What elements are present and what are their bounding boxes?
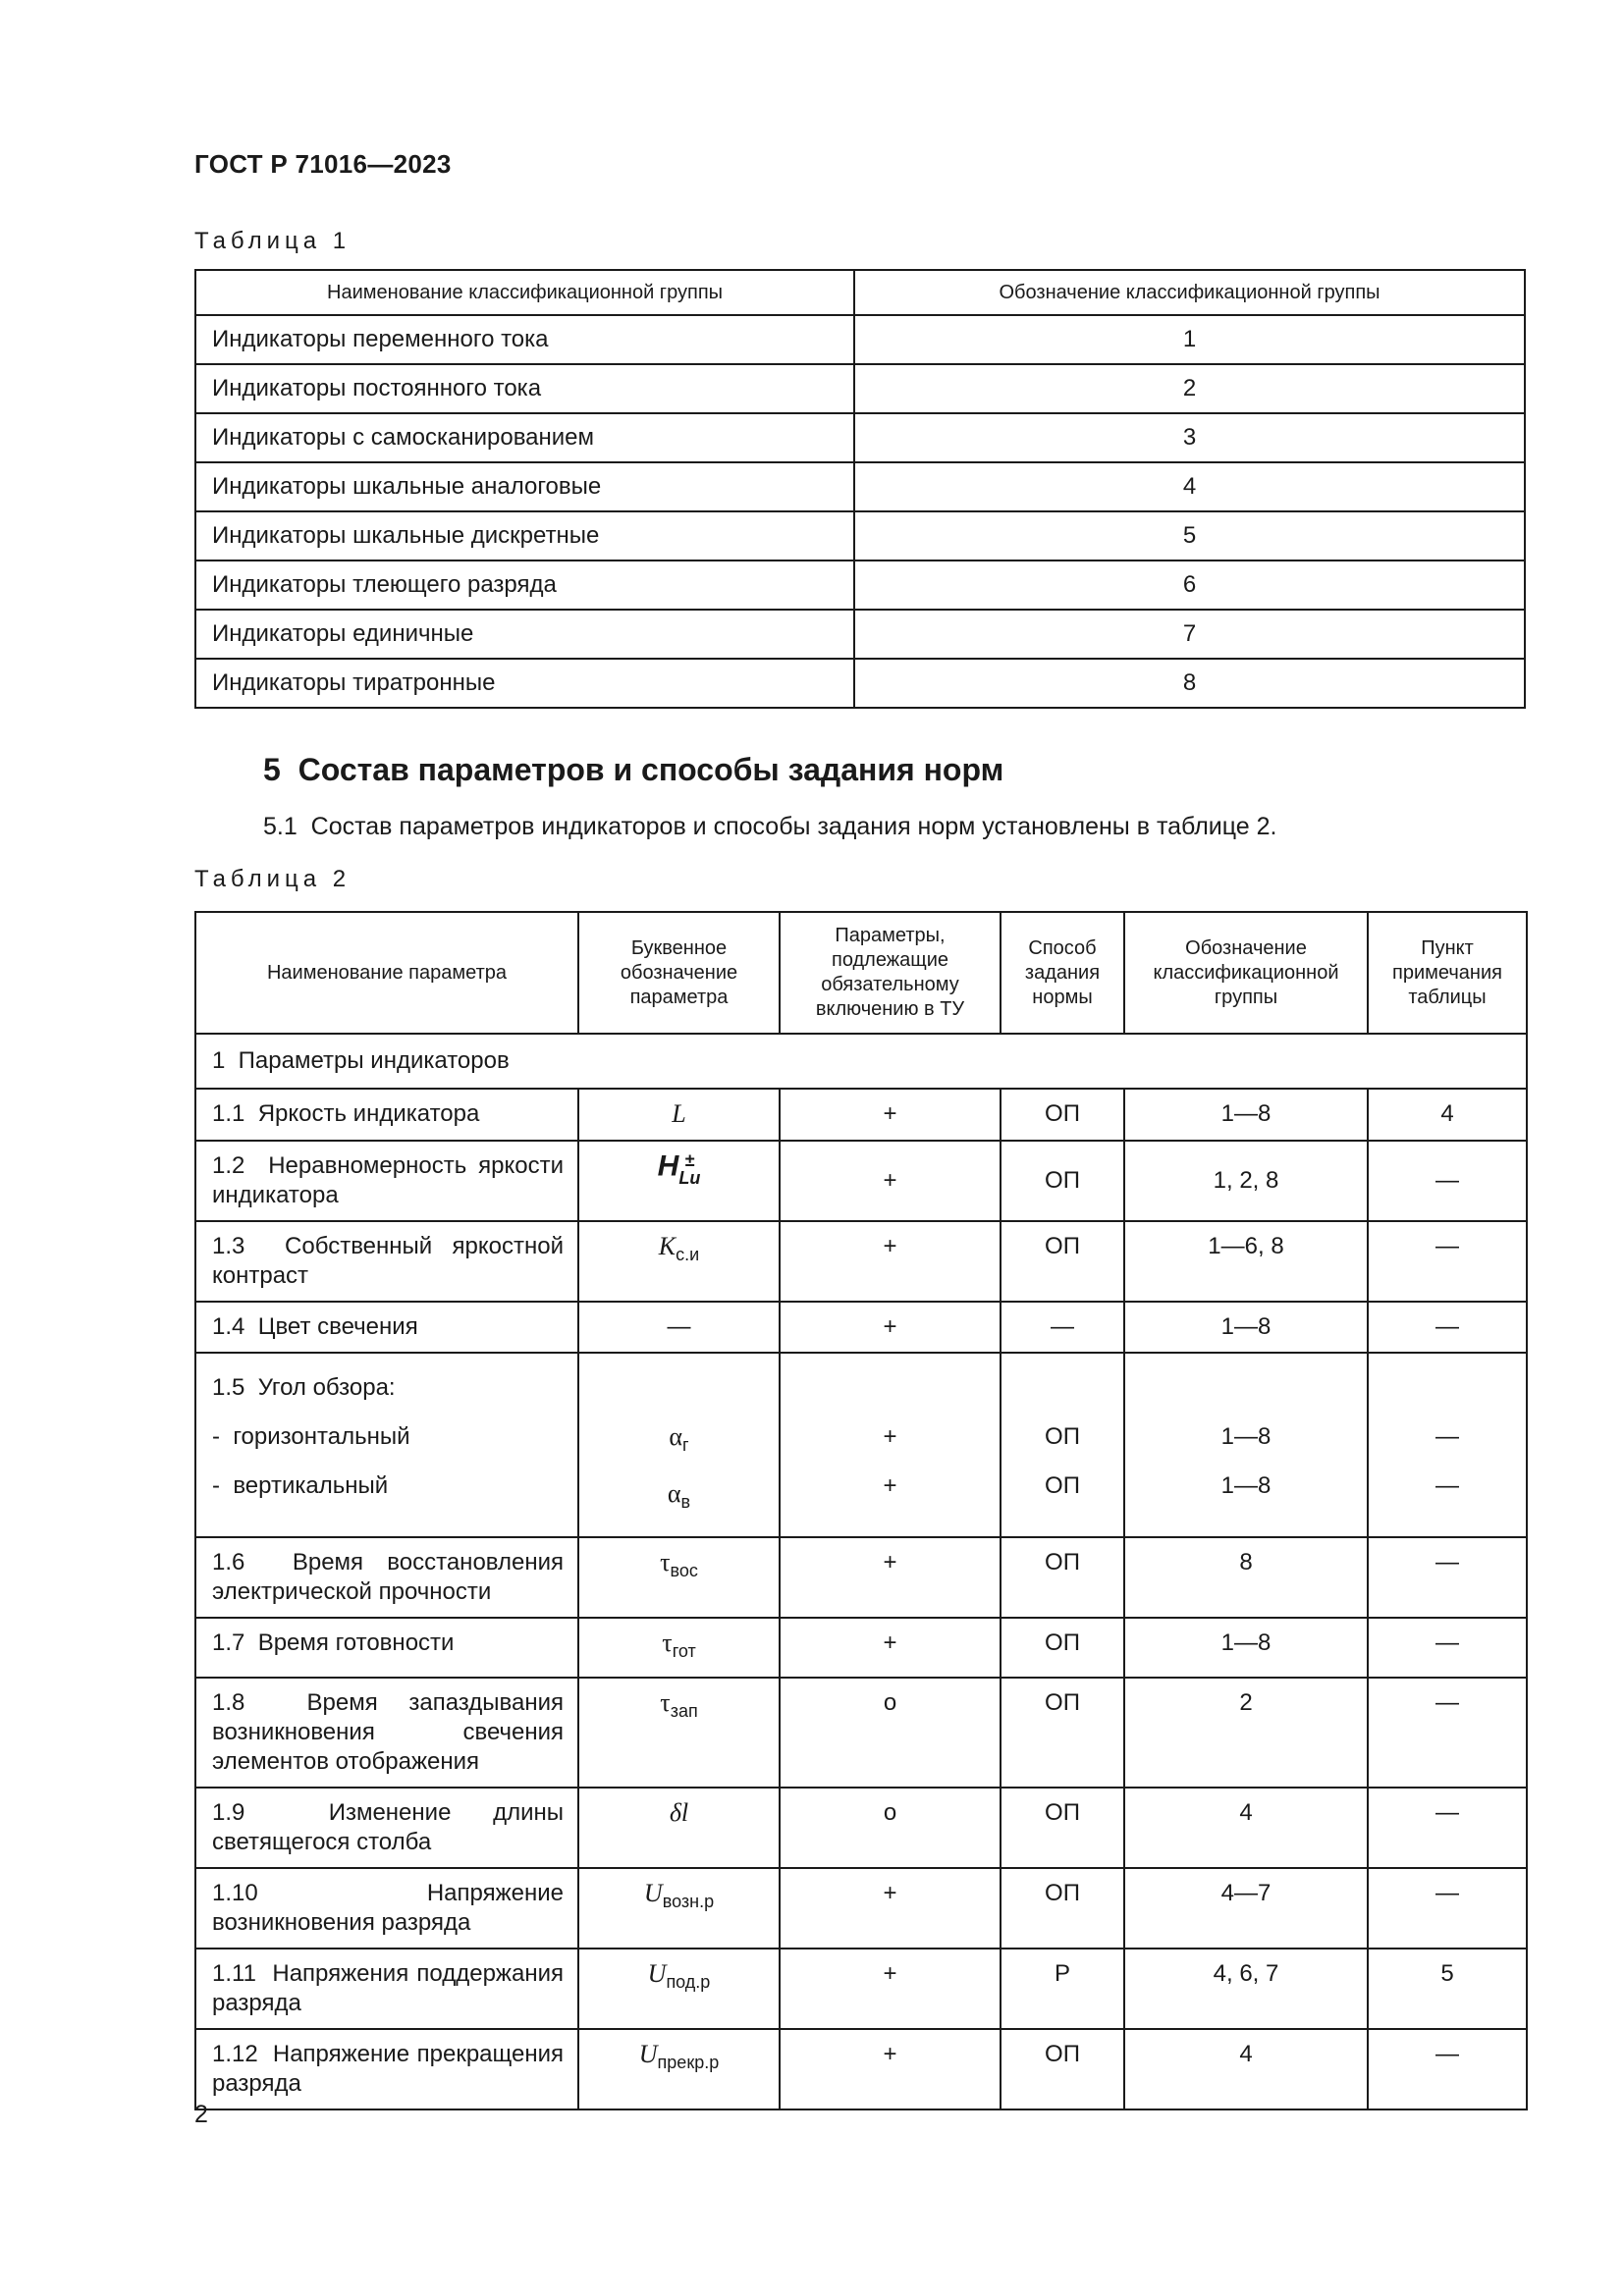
group-name: Индикаторы шкальные дискретные (195, 511, 854, 561)
param-required: + (780, 1618, 1001, 1677)
param-symbol (578, 2029, 780, 2109)
symbol-sub: в (680, 1492, 691, 1513)
param-method: ОП (1001, 1089, 1124, 1141)
table-row (195, 1949, 1527, 2029)
table-row (195, 1788, 1527, 1868)
param-required: + (780, 1537, 1001, 1618)
classification-table (194, 269, 1526, 709)
param-groups: 1—8 1—8 (1124, 1353, 1368, 1537)
param-name: 1.4 Цвет свечения (195, 1302, 578, 1353)
table-row (195, 659, 1525, 708)
param-method: ОП (1001, 1221, 1124, 1302)
param-method: ОП (1001, 1868, 1124, 1949)
parameters-table (194, 911, 1528, 2110)
param-required: + (780, 1868, 1001, 1949)
group-code: 3 (854, 413, 1525, 462)
table-row (195, 364, 1525, 413)
table-row (195, 1141, 1527, 1221)
param-method: ОП (1001, 1788, 1124, 1868)
table2-caption: Таблица 2 (194, 866, 352, 892)
group-name: Индикаторы постоянного тока (195, 364, 854, 413)
param-symbol (578, 1537, 780, 1618)
column-header: Наименование классификационной группы (195, 270, 854, 315)
table-row (195, 1089, 1527, 1141)
param-symbol (578, 1089, 780, 1141)
group-code: 4 (854, 462, 1525, 511)
symbol-sub: вос (670, 1561, 698, 1581)
param-required: о (780, 1678, 1001, 1788)
param-name: 1.2 Неравномерность яркости индикатора (195, 1141, 578, 1221)
column-header: Способ задания нормы (1001, 912, 1124, 1034)
param-symbol (578, 1618, 780, 1677)
symbol-sub: гот (672, 1641, 696, 1662)
param-symbol: — (578, 1302, 780, 1353)
param-name: 1.12 Напряжение прекращения разряда (195, 2029, 578, 2109)
param-required: о (780, 1788, 1001, 1868)
param-groups: 4 (1124, 2029, 1368, 2109)
param-name: 1.8 Время запаздывания возникновения свечения элементов отображения (195, 1678, 578, 1788)
param-name: 1.11 Напряжения поддержания разряда (195, 1949, 578, 2029)
param-symbol (578, 1868, 780, 1949)
param-groups: 4 (1124, 1788, 1368, 1868)
param-method: — (1001, 1302, 1124, 1353)
param-groups: 4—7 (1124, 1868, 1368, 1949)
param-symbol (578, 1221, 780, 1302)
param-groups: 1—6, 8 (1124, 1221, 1368, 1302)
table1-caption: Таблица 1 (194, 228, 352, 254)
group-title: 1 Параметры индикаторов (195, 1034, 1527, 1089)
param-symbol (578, 1353, 780, 1537)
param-note: — (1368, 2029, 1527, 2109)
symbol-sub: зап (670, 1700, 698, 1721)
group-code: 7 (854, 610, 1525, 659)
column-header: Наименование параметра (195, 912, 578, 1034)
table-row (195, 315, 1525, 364)
param-name: 1.7 Время готовности (195, 1618, 578, 1677)
param-required: + (780, 1302, 1001, 1353)
param-note: — (1368, 1868, 1527, 1949)
param-required: + (780, 2029, 1001, 2109)
group-name: Индикаторы переменного тока (195, 315, 854, 364)
table-row (195, 1618, 1527, 1677)
table-row (195, 511, 1525, 561)
table-row (195, 1221, 1527, 1302)
table-row (195, 1537, 1527, 1618)
table-row (195, 610, 1525, 659)
group-code: 6 (854, 561, 1525, 610)
param-note: — (1368, 1141, 1527, 1221)
symbol-sub: возн.р (662, 1891, 715, 1911)
symbol-main: $\tau_{зап}$ (660, 1687, 698, 1721)
group-code: 2 (854, 364, 1525, 413)
group-code: 5 (854, 511, 1525, 561)
table-row (195, 462, 1525, 511)
param-method: ОП (1001, 1678, 1124, 1788)
symbol-sub: с.и (676, 1245, 700, 1265)
param-groups: 1—8 (1124, 1089, 1368, 1141)
param-name (195, 1353, 578, 1537)
table-row (195, 2029, 1527, 2109)
param-note: — (1368, 1537, 1527, 1618)
symbol-sub: под.р (666, 1971, 711, 1992)
symbol-sub: Lи (678, 1168, 701, 1188)
symbol-sup: ± (684, 1150, 695, 1170)
symbol-main: $\tau_{гот}$ (662, 1629, 696, 1662)
column-header: Пункт примечания таблицы (1368, 912, 1527, 1034)
param-groups: 1—8 (1124, 1302, 1368, 1353)
symbol-main: $\tau_{вос}$ (660, 1548, 698, 1581)
page-number: 2 (194, 2101, 208, 2128)
symbol-main: $\alpha_в$ (667, 1479, 691, 1513)
param-method: ОП (1001, 2029, 1124, 2109)
table-row (195, 1353, 1527, 1537)
group-name: Индикаторы шкальные аналоговые (195, 462, 854, 511)
param-note: 5 (1368, 1949, 1527, 2029)
table-header-row (195, 270, 1525, 315)
param-method: ОП (1001, 1537, 1124, 1618)
param-note: 4 (1368, 1089, 1527, 1141)
table-row (195, 413, 1525, 462)
column-header: Обозначение классификационной группы (854, 270, 1525, 315)
symbol-sub: г (682, 1435, 689, 1456)
param-groups: 1, 2, 8 (1124, 1141, 1368, 1221)
section-heading: 5 Состав параметров и способы задания норм (263, 752, 1004, 787)
table-row (195, 1302, 1527, 1353)
param-note: — (1368, 1678, 1527, 1788)
column-header: Буквенное обозначение параметра (578, 912, 780, 1034)
symbol-main: $K_{с.и}$ (658, 1232, 700, 1265)
param-name: 1.1 Яркость индикатора (195, 1089, 578, 1141)
param-groups: 2 (1124, 1678, 1368, 1788)
sub-param-name: - горизонтальный (212, 1423, 410, 1450)
param-name: 1.3 Собственный яркостной контраст (195, 1221, 578, 1302)
symbol-main: $U_{прекр.р}$ (638, 2039, 720, 2072)
param-groups: 8 (1124, 1537, 1368, 1618)
param-note: — (1368, 1221, 1527, 1302)
document-header: ГОСТ Р 71016—2023 (194, 149, 452, 179)
param-note: — (1368, 1302, 1527, 1353)
symbol-main: H (657, 1149, 679, 1183)
param-name: 1.6 Время восстановления электрической прочности (195, 1537, 578, 1618)
param-required: + (780, 1089, 1001, 1141)
symbol-main: $U_{возн.р}$ (643, 1878, 715, 1911)
symbol-main: δl (669, 1797, 689, 1827)
column-header: Параметры, подлежащие обязательному включению в ТУ (780, 912, 1001, 1034)
param-method: ОП ОП (1001, 1353, 1124, 1537)
param-symbol (578, 1788, 780, 1868)
table-row (195, 1678, 1527, 1788)
table-header-row (195, 912, 1527, 1034)
param-groups: 4, 6, 7 (1124, 1949, 1368, 2029)
param-required: + + (780, 1353, 1001, 1537)
param-symbol (578, 1949, 780, 2029)
symbol-main: $\alpha_г$ (669, 1422, 689, 1456)
symbol-sub: прекр.р (657, 2052, 720, 2072)
symbol-main: $U_{под.р}$ (647, 1958, 711, 1992)
param-note: — — (1368, 1353, 1527, 1537)
param-name: 1.10 Напряжение возникновения разряда (195, 1868, 578, 1949)
group-name: Индикаторы с самосканированием (195, 413, 854, 462)
param-required: + (780, 1141, 1001, 1221)
param-note: — (1368, 1618, 1527, 1677)
param-required: + (780, 1221, 1001, 1302)
param-title: 1.5 Угол обзора: (212, 1374, 396, 1401)
param-symbol (578, 1141, 780, 1221)
param-symbol (578, 1678, 780, 1788)
group-row (195, 1034, 1527, 1089)
column-header: Обозначение классификационной группы (1124, 912, 1368, 1034)
symbol-main: L (672, 1099, 686, 1128)
param-name: 1.9 Изменение длины светящегося столба (195, 1788, 578, 1868)
param-required: + (780, 1949, 1001, 2029)
group-name: Индикаторы единичные (195, 610, 854, 659)
param-method: Р (1001, 1949, 1124, 2029)
param-method: ОП (1001, 1141, 1124, 1221)
table-row (195, 561, 1525, 610)
section-paragraph: 5.1 Состав параметров индикаторов и способы задания норм установлены в таблице 2. (263, 813, 1277, 840)
param-groups: 1—8 (1124, 1618, 1368, 1677)
param-note: — (1368, 1788, 1527, 1868)
table-row (195, 1868, 1527, 1949)
group-name: Индикаторы тлеющего разряда (195, 561, 854, 610)
param-method: ОП (1001, 1618, 1124, 1677)
group-code: 1 (854, 315, 1525, 364)
sub-param-name: - вертикальный (212, 1472, 389, 1499)
group-code: 8 (854, 659, 1525, 708)
group-name: Индикаторы тиратронные (195, 659, 854, 708)
